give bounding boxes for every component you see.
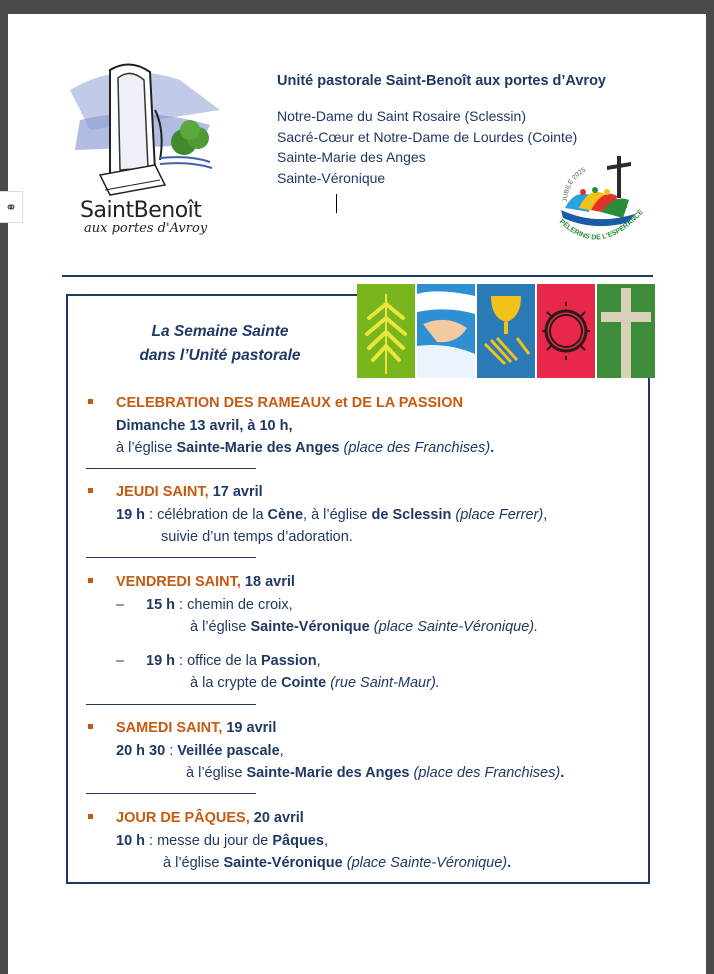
section-heading: JOUR DE PÂQUES,	[116, 810, 250, 826]
section-divider	[86, 704, 256, 705]
section-divider	[86, 557, 256, 558]
section-heading: JEUDI SAINT,	[116, 484, 209, 500]
section-heading: SAMEDI SAINT,	[116, 720, 223, 736]
washing-feet-icon	[417, 284, 475, 378]
section-paques	[88, 807, 511, 875]
text: : célébration de la	[145, 506, 268, 523]
place-note: (place des Franchises)	[343, 440, 491, 456]
box-title-line2: dans l’Unité pastorale	[139, 347, 301, 364]
church-name: de Sclessin	[371, 506, 452, 523]
parish-list	[277, 106, 577, 188]
box-title-line1: La Semaine Sainte	[151, 323, 289, 340]
place-note: (rue Saint-Maur).	[330, 675, 440, 691]
church-name: Sainte-Véronique	[223, 855, 343, 871]
end-mark: .	[490, 440, 495, 456]
time: 19 h	[146, 652, 176, 669]
section-samedi	[88, 717, 564, 785]
logo-benoit: Benoît	[133, 198, 202, 223]
section-jeudi	[88, 481, 547, 549]
place-note: (place Sainte-Véronique)	[346, 855, 508, 871]
paques: Pâques	[272, 832, 324, 849]
parish-item: Sainte-Marie des Anges	[277, 149, 426, 165]
section-date: 18 avril	[240, 574, 295, 590]
section-divider	[86, 468, 256, 469]
page-title: Unité pastorale Saint-Benoît aux portes d’Avroy	[277, 73, 606, 89]
chalice-icon	[477, 284, 535, 378]
section-vendredi	[88, 571, 538, 695]
section-date: 20 avril	[249, 810, 304, 826]
cross-icon	[597, 284, 655, 378]
bullet-marker	[88, 724, 93, 729]
text: ,	[316, 652, 321, 669]
header-divider	[62, 275, 653, 277]
time: 15 h	[146, 596, 176, 613]
text: ,	[323, 832, 328, 849]
end-mark: .	[507, 855, 512, 871]
place-prefix: à l’église	[186, 765, 247, 781]
copilot-icon[interactable]: ⚭	[0, 191, 23, 223]
logo-saint: Saint	[80, 198, 134, 223]
place-prefix: à l’église	[116, 440, 177, 456]
place-note: (place des Franchises)	[413, 765, 561, 781]
place-note: (place Ferrer)	[455, 506, 544, 523]
parish-item: Notre-Dame du Saint Rosaire (Sclessin)	[277, 108, 526, 124]
end-mark: .	[560, 765, 565, 781]
church-name: Sainte-Marie des Anges	[176, 440, 340, 456]
dash-marker: –	[116, 596, 125, 613]
logo-wordmark	[80, 198, 220, 236]
palm-branch-icon	[357, 284, 415, 378]
document-page	[5, 14, 706, 974]
section-divider	[86, 793, 256, 794]
crown-of-thorns-icon	[537, 284, 595, 378]
bullet-marker	[88, 399, 93, 404]
cene: Cène	[267, 506, 304, 523]
section-date: Dimanche 13 avril, à 10 h,	[116, 417, 293, 434]
time: 10 h	[116, 832, 146, 849]
church-name: Cointe	[281, 675, 327, 691]
dash-marker: –	[116, 652, 125, 669]
passion: Passion	[261, 652, 317, 669]
text: : office de la	[175, 652, 261, 669]
time: 20 h 30	[116, 742, 166, 759]
section-heading: VENDREDI SAINT,	[116, 574, 241, 590]
section-rameaux	[88, 392, 494, 460]
place-note: (place Sainte-Véronique).	[373, 619, 539, 635]
text: : chemin de croix,	[175, 596, 293, 613]
veillee: Veillée pascale	[177, 742, 280, 759]
parish-item: Sacré-Cœur et Notre-Dame de Lourdes (Cointe)	[277, 128, 578, 145]
text: :	[165, 742, 178, 759]
jubilee-2025-logo	[545, 150, 657, 255]
church-name: Sainte-Marie des Anges	[246, 765, 410, 781]
section-heading: CELEBRATION DES RAMEAUX et DE LA PASSION	[116, 395, 463, 411]
text: ,	[279, 742, 284, 759]
jubilee-arc-text: JUBILÉ 2025	[561, 166, 588, 203]
church-name: Sainte-Véronique	[250, 619, 370, 635]
holy-week-banner	[357, 284, 657, 378]
bullet-marker	[88, 578, 93, 583]
bullet-marker	[88, 488, 93, 493]
section-date: 17 avril	[208, 484, 263, 500]
text: ,	[543, 506, 548, 523]
jubilee-bottom-text: PÈLERINS DE L'ESPÉRANCE	[557, 208, 645, 242]
box-top-border	[66, 294, 358, 296]
logo-subtitle: aux portes d'Avroy	[84, 221, 208, 236]
section-date: 19 avril	[222, 720, 277, 736]
box-title	[120, 320, 320, 368]
place-prefix: à la crypte de	[190, 675, 282, 691]
place-prefix: à l’église	[163, 855, 224, 871]
text-cursor	[336, 194, 337, 213]
text: : messe du jour de	[145, 832, 273, 849]
parish-item: Sainte-Véronique	[277, 169, 386, 186]
adoration-line: suivie d’un temps d’adoration.	[161, 529, 353, 545]
place-prefix: à l’église	[190, 619, 251, 635]
bullet-marker	[88, 814, 93, 819]
time: 19 h	[116, 506, 146, 523]
text: , à l’église	[303, 506, 372, 523]
